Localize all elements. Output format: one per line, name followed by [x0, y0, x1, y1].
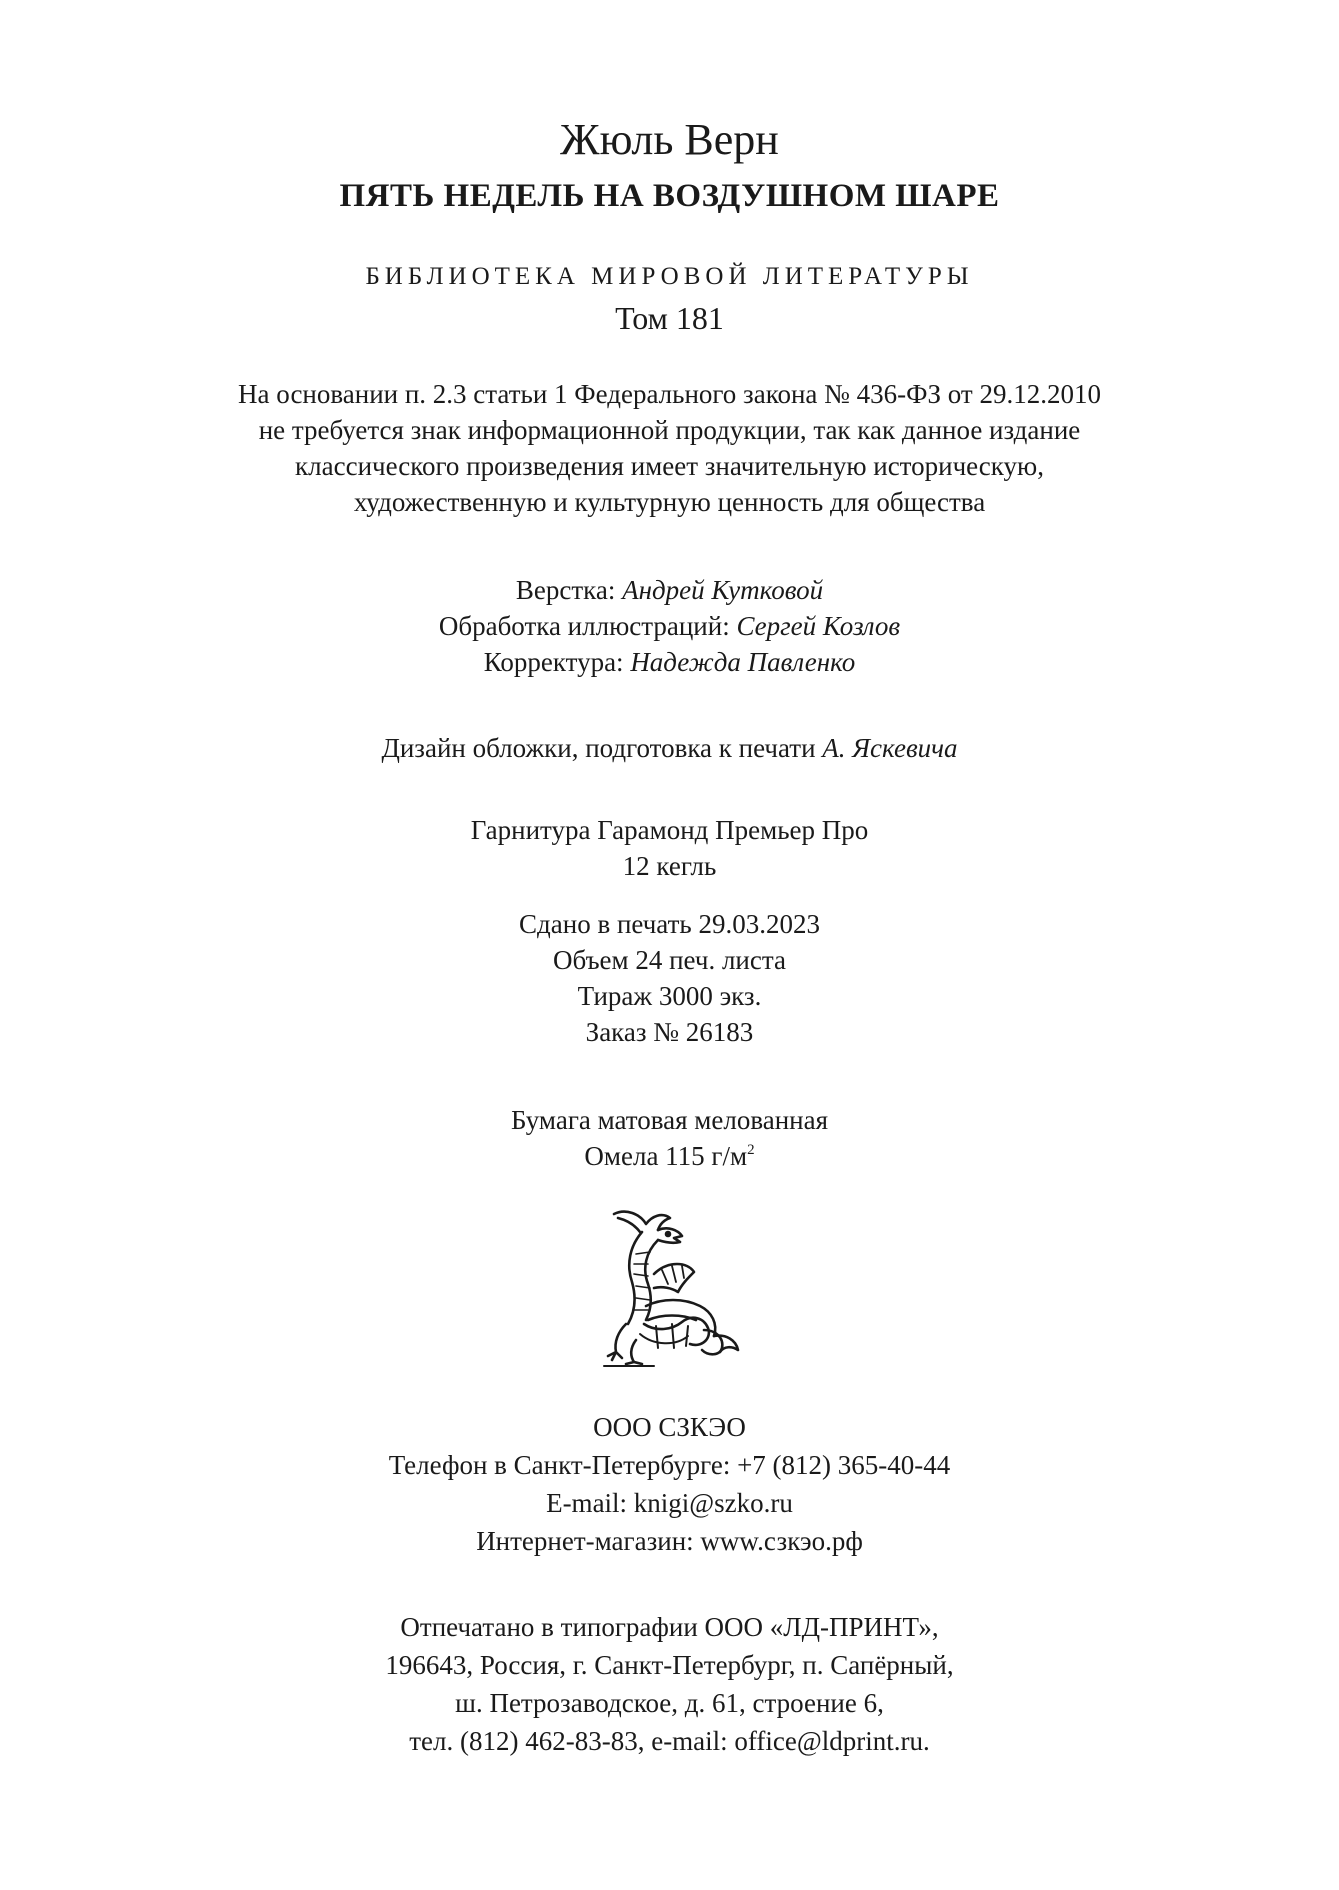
book-title — [0, 174, 1339, 218]
printer-line: Отпечатано в типографии ООО «ЛД-ПРИНТ», — [400, 1612, 939, 1642]
credit-role: Дизайн обложки, подготовка к печати — [381, 733, 823, 763]
credit-person: Андрей Кутковой — [622, 575, 824, 605]
publisher-email: E-mail: knigi@szko.ru — [546, 1488, 793, 1518]
credit-layout — [0, 572, 1339, 608]
paper-info — [0, 1102, 1339, 1174]
publisher-shop: Интернет-магазин: www.сзкэо.рф — [476, 1526, 863, 1556]
paper-grade — [0, 1138, 1339, 1174]
volume-line: Том 181 — [615, 300, 724, 336]
credit-person: Сергей Козлов — [736, 611, 901, 641]
typography-info — [0, 812, 1339, 884]
printer-line: тел. (812) 462-83-83, e-mail: office@ldprint.ru. — [409, 1726, 930, 1756]
series-line: БИБЛИОТЕКА МИРОВОЙ ЛИТЕРАТУРЫ — [365, 263, 974, 290]
paper-grade-text: Омела 115 г/м — [584, 1141, 748, 1171]
legal-line: художественную и культурную ценность для общества — [353, 487, 986, 517]
credits-block — [0, 572, 1339, 680]
title-line: ПЯТЬ НЕДЕЛЬ НА ВОЗДУШНОМ ШАРЕ — [339, 178, 1000, 214]
legal-line: классического произведения имеет значительную историческую, — [295, 451, 1044, 481]
credit-proofreading — [0, 644, 1339, 680]
publisher-name: ООО СЗКЭО — [593, 1412, 746, 1442]
typeface-line: Гарнитура Гарамонд Премьер Про — [470, 815, 869, 845]
publisher-contacts — [0, 1408, 1339, 1560]
credit-illustrations — [0, 608, 1339, 644]
paper-type: Бумага матовая мелованная — [510, 1105, 829, 1135]
dragon-emblem-icon — [596, 1206, 746, 1370]
credit-role: Верстка: — [515, 575, 623, 605]
author-name — [0, 112, 1339, 168]
print-volume: Объем 24 печ. листа — [553, 945, 786, 975]
design-credit — [0, 730, 1339, 766]
print-info — [0, 906, 1339, 1050]
printer-info — [0, 1608, 1339, 1760]
legal-notice — [0, 376, 1339, 520]
credit-person: Надежда Павленко — [630, 647, 856, 677]
order-number: Заказ № 26183 — [585, 1017, 754, 1047]
printer-line: 196643, Россия, г. Санкт-Петербург, п. Сапёрный, — [385, 1650, 954, 1680]
credit-role: Корректура: — [483, 647, 631, 677]
publisher-phone: Телефон в Санкт-Петербурге: +7 (812) 365-40-44 — [388, 1450, 951, 1480]
printer-line: ш. Петрозаводское, д. 61, строение 6, — [455, 1688, 884, 1718]
credit-person: А. Яскевича — [822, 733, 958, 763]
credit-role: Обработка иллюстраций: — [438, 611, 737, 641]
legal-line: На основании п. 2.3 статьи 1 Федерального закона № 436-ФЗ от 29.12.2010 — [238, 379, 1101, 409]
legal-line: не требуется знак информационной продукции, так как данное издание — [258, 415, 1081, 445]
volume-number — [0, 298, 1339, 338]
paper-grade-sup: 2 — [747, 1142, 755, 1158]
author-line: Жюль Верн — [560, 115, 779, 164]
font-size-line: 12 кегль — [622, 851, 717, 881]
print-date: Сдано в печать 29.03.2023 — [519, 909, 820, 939]
series-name — [0, 260, 1339, 294]
print-run: Тираж 3000 экз. — [577, 981, 762, 1011]
design-line — [0, 730, 1339, 766]
